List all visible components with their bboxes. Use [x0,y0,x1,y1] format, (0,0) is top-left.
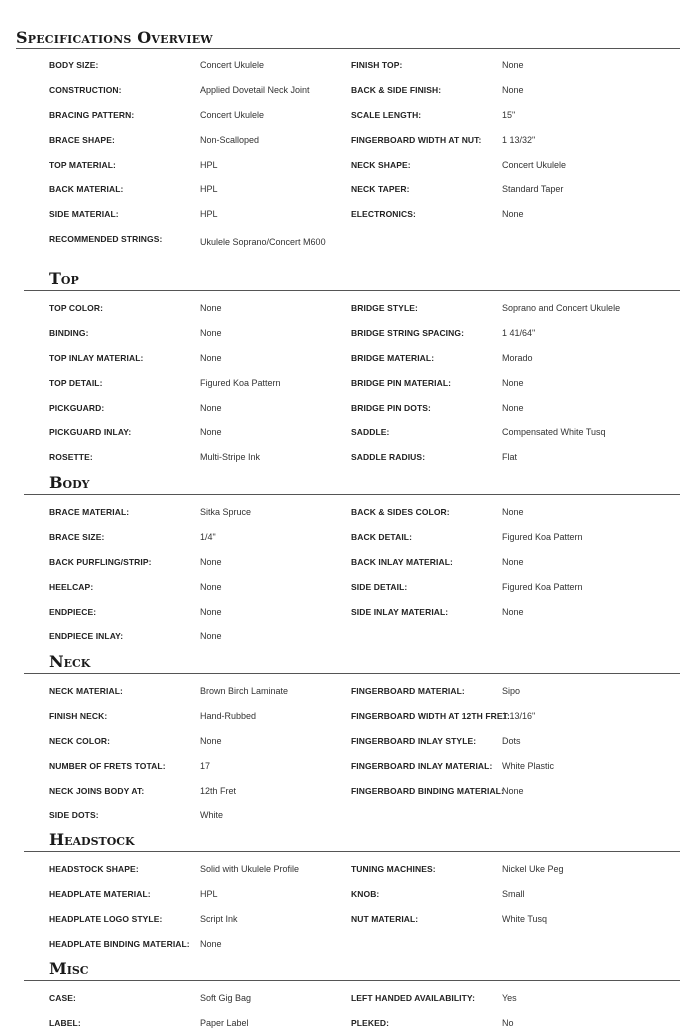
spec-label: FINISH TOP: [351,60,403,70]
spec-value: None [200,631,222,642]
spec-rows [24,53,680,252]
spec-value: Paper Label [200,1017,249,1028]
spec-value: Standard Taper [502,184,564,195]
section-title-top: Top [24,269,680,291]
spec-value: White Plastic [502,760,555,771]
spec-label: NECK MATERIAL: [49,686,123,696]
spec-rows [24,981,680,1036]
spec-row [24,321,680,346]
spec-label: SIDE MATERIAL: [49,209,119,220]
spec-label: RECOMMENDED STRINGS: [49,234,163,245]
spec-label: FINISH NECK: [49,710,108,721]
section-title-misc: Misc [24,959,680,981]
spec-rows [24,674,680,828]
spec-value: Brown Birch Laminate [200,686,289,696]
spec-value: None [502,606,524,617]
spec-label: PLEKED: [351,1017,390,1028]
spec-value: Multi-Stripe Ink [200,452,261,463]
spec-value: None [200,735,222,746]
spec-label: BRIDGE MATERIAL: [351,352,435,363]
spec-label: HEELCAP: [49,581,94,592]
spec-label: NECK SHAPE: [351,159,411,170]
spec-label: TOP COLOR: [49,303,104,313]
spec-row [24,78,680,103]
spec-label: BINDING: [49,327,89,338]
spec-label: ENDPIECE INLAY: [49,631,124,642]
spec-label: BACK MATERIAL: [49,184,124,195]
spec-value: None [200,402,222,413]
spec-value: None [200,606,222,617]
spec-value: None [502,507,524,517]
spec-label: FINGERBOARD BINDING MATERIAL: [351,785,504,796]
spec-row [24,986,680,1011]
spec-label: HEADSTOCK SHAPE: [49,864,139,874]
spec-value: None [502,209,524,220]
spec-row [24,103,680,128]
spec-row [24,575,680,600]
spec-row [24,679,680,704]
misc-section [24,959,680,1036]
section-title-headstock: Headstock [24,830,680,852]
spec-value: 12th Fret [200,785,237,796]
spec-row [24,754,680,779]
spec-row [24,779,680,804]
spec-rows [24,495,680,649]
spec-row [24,371,680,396]
spec-value: None [502,60,524,70]
spec-value: None [200,581,222,592]
spec-value: None [200,427,222,438]
spec-value: 1 41/64" [502,327,536,338]
spec-row [24,803,680,828]
spec-label: BRIDGE PIN DOTS: [351,402,431,413]
spec-value: None [502,84,524,95]
spec-label: BRACE MATERIAL: [49,507,130,517]
spec-value: Hand-Rubbed [200,710,257,721]
spec-label: NECK COLOR: [49,735,111,746]
spec-rows [24,852,680,957]
spec-row [24,202,680,227]
section-title-neck: Neck [24,652,680,674]
spec-value: Soft Gig Bag [200,993,252,1003]
spec-row [24,600,680,625]
spec-value: None [502,556,524,567]
spec-label: KNOB: [351,888,380,899]
spec-label: NECK TAPER: [351,184,410,195]
spec-label: LABEL: [49,1017,81,1028]
spec-row [24,445,680,470]
spec-row [24,882,680,907]
spec-rows [24,291,680,470]
spec-value: Non-Scalloped [200,134,260,145]
spec-value: White [200,810,224,821]
spec-row [24,420,680,445]
spec-row [24,729,680,754]
page-title: Specifications Overview [16,28,213,47]
spec-row [24,932,680,957]
spec-label: BACK DETAIL: [351,531,413,542]
spec-value: Soprano and Concert Ukulele [502,303,621,313]
spec-label: HEADPLATE MATERIAL: [49,888,151,899]
spec-value: None [502,377,524,388]
spec-row [24,396,680,421]
specifications-overview-section [24,53,680,252]
spec-value: Morado [502,352,533,363]
spec-label: TOP INLAY MATERIAL: [49,352,144,363]
spec-value: None [200,938,222,949]
spec-label: HEADPLATE BINDING MATERIAL: [49,938,190,949]
spec-value: 1 13/16" [502,710,536,721]
spec-value: HPL [200,209,218,220]
spec-row [24,525,680,550]
spec-value: None [502,402,524,413]
spec-value: HPL [200,888,218,899]
spec-value: Yes [502,993,517,1003]
spec-label: ENDPIECE: [49,606,97,617]
spec-label: BRIDGE STYLE: [351,303,418,313]
spec-value: Compensated White Tusq [502,427,606,438]
spec-value: HPL [200,184,218,195]
spec-label: BACK INLAY MATERIAL: [351,556,453,567]
spec-value: Script Ink [200,913,238,924]
spec-row [24,128,680,153]
spec-value: HPL [200,159,218,170]
spec-label: FINGERBOARD WIDTH AT NUT: [351,134,482,145]
spec-value: Small [502,888,525,899]
spec-label: PICKGUARD INLAY: [49,427,132,438]
spec-value: None [200,352,222,363]
spec-label: SADDLE: [351,427,390,438]
spec-label: FINGERBOARD INLAY STYLE: [351,735,477,746]
spec-label: SADDLE RADIUS: [351,452,426,463]
spec-value: Figured Koa Pattern [502,581,583,592]
spec-value: Ukulele Soprano/Concert M600 [200,237,326,248]
spec-label: FINGERBOARD WIDTH AT 12TH FRET: [351,710,510,721]
spec-row [24,550,680,575]
spec-value: Nickel Uke Peg [502,864,564,874]
spec-row [24,704,680,729]
top-section [24,269,680,470]
spec-value: Sitka Spruce [200,507,252,517]
spec-value: Dots [502,735,521,746]
spec-label: TOP DETAIL: [49,377,103,388]
spec-label: PICKGUARD: [49,402,105,413]
spec-label: BRIDGE STRING SPACING: [351,327,465,338]
spec-value: Sipo [502,686,521,696]
spec-label: TUNING MACHINES: [351,864,436,874]
spec-row [24,153,680,178]
spec-value: White Tusq [502,913,548,924]
spec-row [24,296,680,321]
spec-label: BODY SIZE: [49,60,99,70]
neck-section [24,652,680,828]
section-title-body: Body [24,473,680,495]
spec-value: Figured Koa Pattern [200,377,281,388]
spec-label: BACK & SIDE FINISH: [351,84,442,95]
headstock-section [24,830,680,957]
spec-value: 1 13/32" [502,134,536,145]
spec-row [24,177,680,202]
spec-label: FINGERBOARD INLAY MATERIAL: [351,760,493,771]
spec-label: BRACE SHAPE: [49,134,115,145]
title-divider [16,48,680,49]
spec-row [24,53,680,78]
spec-row [24,500,680,525]
spec-value: Figured Koa Pattern [502,531,583,542]
spec-label: LEFT HANDED AVAILABILITY: [351,993,476,1003]
spec-value: 17 [200,760,211,771]
spec-label: SIDE INLAY MATERIAL: [351,606,449,617]
spec-row [24,907,680,932]
spec-label: CONSTRUCTION: [49,84,122,95]
spec-label: HEADPLATE LOGO STYLE: [49,913,163,924]
spec-value: Concert Ukulele [200,60,265,70]
spec-label: ELECTRONICS: [351,209,416,220]
spec-label: FINGERBOARD MATERIAL: [351,686,465,696]
spec-value: Concert Ukulele [200,109,265,120]
spec-value: None [200,303,222,313]
spec-label: BRACING PATTERN: [49,109,135,120]
spec-label: NUT MATERIAL: [351,913,419,924]
spec-label: TOP MATERIAL: [49,159,116,170]
spec-label: SIDE DETAIL: [351,581,408,592]
spec-value: Concert Ukulele [502,159,567,170]
spec-label: NECK JOINS BODY AT: [49,785,145,796]
spec-value: None [502,785,524,796]
spec-label: SIDE DOTS: [49,810,99,821]
spec-value: None [200,556,222,567]
spec-label: ROSETTE: [49,452,93,463]
spec-value: Solid with Ukulele Profile [200,864,300,874]
spec-row [24,346,680,371]
spec-value: 15" [502,109,516,120]
spec-label: BACK PURFLING/STRIP: [49,556,152,567]
spec-label: BACK & SIDES COLOR: [351,507,450,517]
spec-label: NUMBER OF FRETS TOTAL: [49,760,166,771]
spec-row [24,624,680,649]
spec-row [24,857,680,882]
spec-row [24,227,680,252]
body-section [24,473,680,649]
spec-label: BRACE SIZE: [49,531,105,542]
spec-row [24,1011,680,1036]
spec-value: None [200,327,222,338]
spec-label: SCALE LENGTH: [351,109,422,120]
spec-label: CASE: [49,993,76,1003]
spec-value: Flat [502,452,518,463]
spec-value: No [502,1017,514,1028]
spec-value: Applied Dovetail Neck Joint [200,84,310,95]
spec-label: BRIDGE PIN MATERIAL: [351,377,452,388]
spec-value: 1/4" [200,531,216,542]
